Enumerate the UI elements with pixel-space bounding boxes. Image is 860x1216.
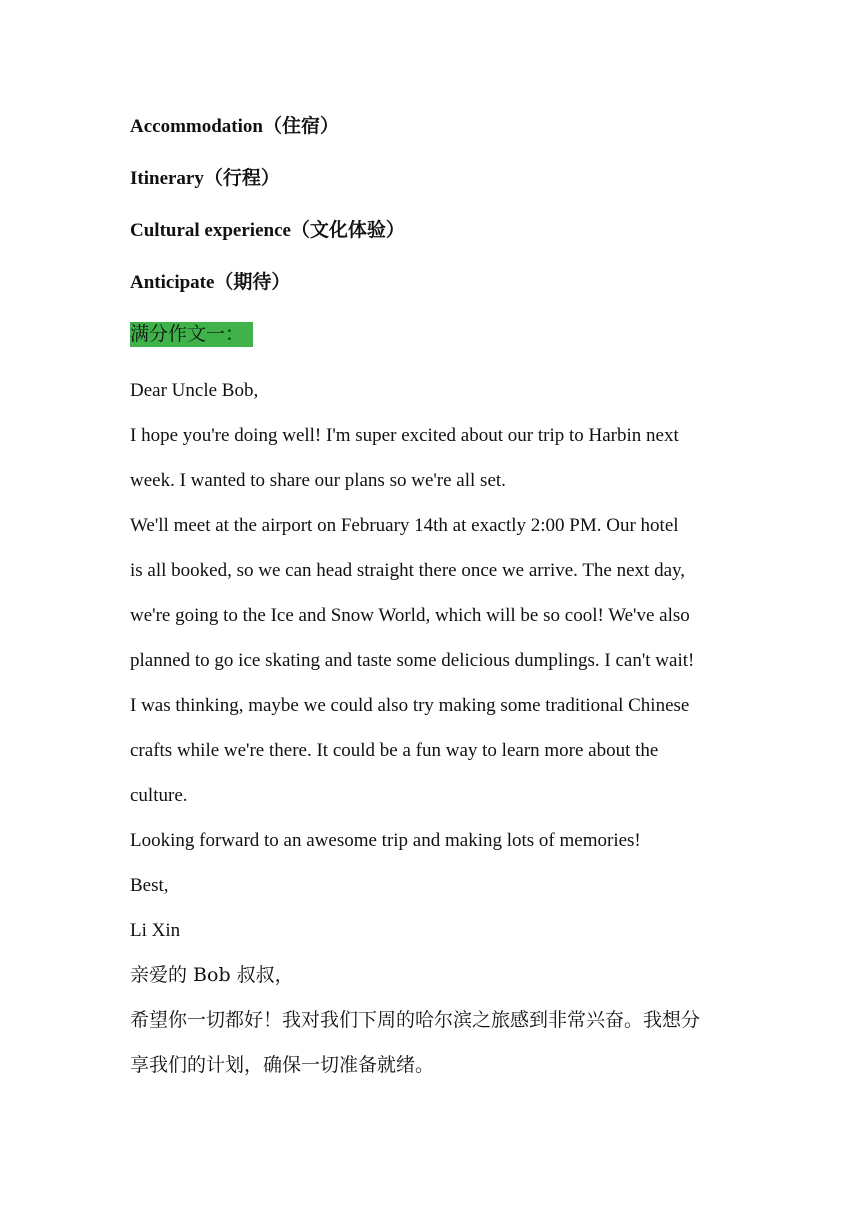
letter-line: Looking forward to an awesome trip and making lots of memories! (130, 830, 641, 851)
letter-line: we're going to the Ice and Snow World, which will be so cool! We've also (130, 605, 690, 626)
translation-line: 享我们的计划，确保一切准备就绪。 (130, 1054, 435, 1076)
letter-line: crafts while we're there. It could be a fun way to learn more about the (130, 740, 659, 761)
vocab-item-itinerary: Itinerary（行程） (130, 168, 280, 189)
vocab-item-anticipate: Anticipate（期待） (130, 272, 291, 293)
translation-line-greeting: 亲爱的 Bob 叔叔， (130, 964, 294, 986)
letter-line: is all booked, so we can head straight there once we arrive. The next day, (130, 560, 686, 581)
vocab-item-cultural-experience: Cultural experience（文化体验） (130, 220, 405, 241)
essay-section-label: 满分作文一： (130, 322, 253, 347)
letter-line: week. I wanted to share our plans so we're all set. (130, 470, 506, 491)
letter-line: We'll meet at the airport on February 14th at exactly 2:00 PM. Our hotel (130, 515, 679, 536)
letter-line: culture. (130, 785, 188, 806)
vocab-item-accommodation: Accommodation（住宿） (130, 116, 339, 137)
letter-line: I hope you're doing well! I'm super excited about our trip to Harbin next (130, 425, 679, 446)
letter-line-closing: Best, (130, 875, 169, 896)
letter-line: I was thinking, maybe we could also try making some traditional Chinese (130, 695, 690, 716)
translation-line: 希望你一切都好！我对我们下周的哈尔滨之旅感到非常兴奋。我想分 (130, 1009, 701, 1031)
letter-line: planned to go ice skating and taste some delicious dumplings. I can't wait! (130, 650, 695, 671)
essay-letter (130, 368, 735, 1088)
letter-line-greeting: Dear Uncle Bob, (130, 380, 259, 401)
letter-line-signature: Li Xin (130, 920, 181, 941)
